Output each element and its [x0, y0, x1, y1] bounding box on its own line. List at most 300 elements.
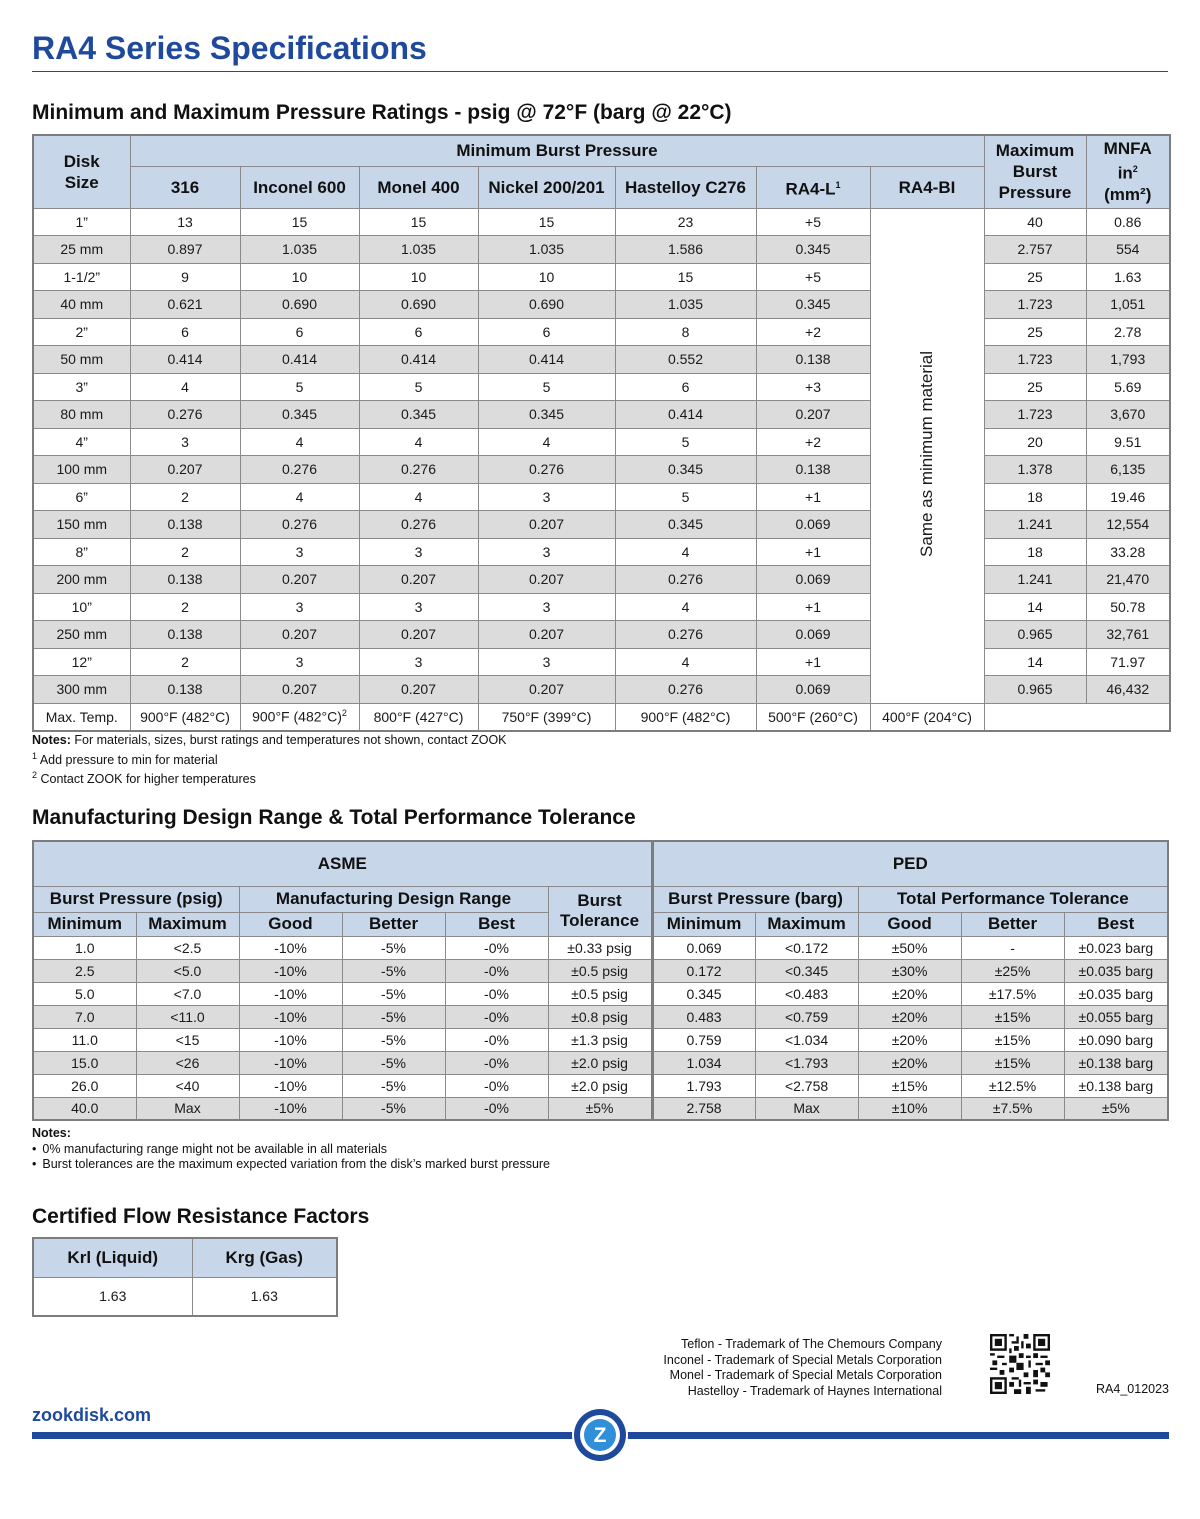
tolerance-cell: -0% [445, 1051, 548, 1074]
disk-size-cell: 10” [33, 593, 130, 621]
pressure-row [33, 483, 1170, 511]
mnfa-cell: 0.86 [1086, 208, 1170, 236]
burst-value-cell: 0.138 [130, 511, 240, 539]
tolerance-cell: 5.0 [33, 982, 136, 1005]
burst-value-cell: 15 [615, 263, 756, 291]
tolerance-section-title: Manufacturing Design Range & Total Performance Tolerance [32, 806, 636, 829]
burst-value-cell: 0.345 [240, 401, 359, 429]
disk-size-cell: 100 mm [33, 456, 130, 484]
disk-size-cell: 1” [33, 208, 130, 236]
tolerance-row [33, 982, 1168, 1005]
max-burst-cell: 1.723 [984, 346, 1086, 374]
burst-value-cell: 3 [359, 538, 478, 566]
burst-value-cell: 0.276 [615, 621, 756, 649]
tolerance-cell: 7.0 [33, 1005, 136, 1028]
header-material [756, 166, 870, 208]
burst-value-cell: 0.069 [756, 676, 870, 704]
tolerance-row [33, 1074, 1168, 1097]
tolerance-cell: Max [136, 1097, 239, 1120]
max-burst-cell: 40 [984, 208, 1086, 236]
burst-value-cell: 0.276 [240, 456, 359, 484]
tolerance-cell: ±15% [961, 1005, 1064, 1028]
note2-num: 2 [32, 770, 38, 781]
max-burst-cell: 0.965 [984, 676, 1086, 704]
tolerance-cell: -5% [342, 959, 445, 982]
tolerance-cell: -0% [445, 936, 548, 959]
logo-letter: Z [593, 1424, 607, 1447]
notes-label: Notes: [32, 1126, 71, 1140]
burst-value-cell: 4 [359, 483, 478, 511]
krg-header: Krg (Gas) [192, 1238, 337, 1277]
burst-value-cell: 15 [359, 208, 478, 236]
burst-value-cell: 0.138 [130, 676, 240, 704]
burst-value-cell: 0.207 [478, 511, 615, 539]
tolerance-cell: ±2.0 psig [548, 1051, 652, 1074]
max-burst-cell: 2.757 [984, 236, 1086, 264]
burst-value-cell: 0.414 [130, 346, 240, 374]
tolerance-cell: 0.345 [652, 982, 755, 1005]
burst-value-cell: 10 [478, 263, 615, 291]
mnfa-cell: 50.78 [1086, 593, 1170, 621]
tolerance-cell: -10% [239, 1028, 342, 1051]
burst-tolerance-header: Burst Tolerance [548, 886, 652, 936]
mnfa-cell: 32,761 [1086, 621, 1170, 649]
mnfa-cell: 554 [1086, 236, 1170, 264]
tolerance-cell: ±0.138 barg [1064, 1074, 1168, 1097]
burst-value-cell: +1 [756, 648, 870, 676]
burst-value-cell: 0.345 [359, 401, 478, 429]
max-temp-value: 800°F (427°C) [373, 708, 464, 725]
header-material: Nickel 200/201 [478, 166, 615, 208]
tolerance-cell: -5% [342, 1074, 445, 1097]
pressure-ratings-table [32, 134, 1171, 732]
max-burst-cell: 1.241 [984, 566, 1086, 594]
tolerance-cell: ±2.0 psig [548, 1074, 652, 1097]
burst-value-cell: 3 [478, 648, 615, 676]
burst-value-cell: 2 [130, 593, 240, 621]
burst-value-cell: 0.897 [130, 236, 240, 264]
max-temp-value: 900°F (482°C) [640, 708, 731, 725]
pressure-section-title: Minimum and Maximum Pressure Ratings - psig @ 72°F (barg @ 22°C) [32, 101, 732, 124]
tolerance-row [33, 1005, 1168, 1028]
tolerance-cell: ±0.035 barg [1064, 982, 1168, 1005]
flow-resistance-table [32, 1237, 338, 1317]
tolerance-cell: ±15% [858, 1074, 961, 1097]
burst-value-cell: 0.345 [478, 401, 615, 429]
tolerance-cell: <0.172 [755, 936, 858, 959]
tolerance-cell: -0% [445, 1005, 548, 1028]
flow-section-title: Certified Flow Resistance Factors [32, 1205, 370, 1228]
krl-value: 1.63 [33, 1277, 192, 1316]
mnfa-cell: 21,470 [1086, 566, 1170, 594]
tolerance-cell: 11.0 [33, 1028, 136, 1051]
burst-value-cell: 3 [478, 538, 615, 566]
tolerance-cell: ±5% [548, 1097, 652, 1120]
sub-header: Better [342, 912, 445, 936]
burst-value-cell: 1.586 [615, 236, 756, 264]
max-temp-cell [240, 703, 359, 731]
ped-header: PED [652, 841, 1168, 886]
max-burst-cell: 25 [984, 263, 1086, 291]
max-temp-cell [615, 703, 756, 731]
burst-value-cell: 4 [240, 428, 359, 456]
burst-value-cell: 0.345 [756, 291, 870, 319]
burst-value-cell: 0.690 [478, 291, 615, 319]
tolerance-cell: Max [755, 1097, 858, 1120]
pressure-row [33, 456, 1170, 484]
burst-barg-header: Burst Pressure (barg) [652, 886, 858, 912]
header-disk-size: Disk Size [33, 135, 130, 208]
disk-size-cell: 3” [33, 373, 130, 401]
sub-header: Maximum [136, 912, 239, 936]
tolerance-cell: ±0.5 psig [548, 959, 652, 982]
max-burst-cell: 14 [984, 648, 1086, 676]
mnfa-unit-sup: 2 [1132, 164, 1138, 175]
burst-value-cell: 0.207 [756, 401, 870, 429]
burst-value-cell: 4 [478, 428, 615, 456]
tolerance-cell: ±15% [961, 1051, 1064, 1074]
website-link[interactable]: zookdisk.com [32, 1405, 152, 1425]
max-burst-cell: 14 [984, 593, 1086, 621]
tolerance-cell: <0.483 [755, 982, 858, 1005]
tolerance-cell: 2.758 [652, 1097, 755, 1120]
document-code: RA4_012023 [1096, 1382, 1169, 1396]
qr-code-icon[interactable] [990, 1334, 1050, 1394]
burst-value-cell: 6 [478, 318, 615, 346]
tolerance-cell: - [961, 936, 1064, 959]
total-perf-header: Total Performance Tolerance [858, 886, 1168, 912]
max-temp-cell [478, 703, 615, 731]
header-material: RA4-BI [870, 166, 984, 208]
mnfa-cell: 1,793 [1086, 346, 1170, 374]
burst-value-cell: 3 [240, 538, 359, 566]
burst-value-cell: 6 [615, 373, 756, 401]
trademark-line: Hastelloy - Trademark of Haynes International [687, 1383, 942, 1398]
tolerance-cell: <15 [136, 1028, 239, 1051]
burst-value-cell: 3 [478, 593, 615, 621]
tolerance-cell: -0% [445, 1097, 548, 1120]
burst-value-cell: 6 [359, 318, 478, 346]
tolerance-cell: -0% [445, 1074, 548, 1097]
tolerance-cell: ±10% [858, 1097, 961, 1120]
burst-value-cell: 0.207 [359, 676, 478, 704]
tolerance-cell: ±0.138 barg [1064, 1051, 1168, 1074]
tolerance-cell: 26.0 [33, 1074, 136, 1097]
sub-header: Better [961, 912, 1064, 936]
tolerance-cell: ±0.090 barg [1064, 1028, 1168, 1051]
pressure-row [33, 373, 1170, 401]
tolerance-cell: ±20% [858, 1028, 961, 1051]
tolerance-cell: -10% [239, 1005, 342, 1028]
mnfa-label: MNFA [1103, 139, 1152, 159]
burst-value-cell: 15 [478, 208, 615, 236]
disk-size-cell: 200 mm [33, 566, 130, 594]
disk-size-cell: 250 mm [33, 621, 130, 649]
burst-value-cell: 13 [130, 208, 240, 236]
pressure-notes [32, 733, 507, 788]
pressure-row [33, 208, 1170, 236]
max-temp-value: 400°F (204°C) [882, 708, 972, 725]
max-burst-cell: 0.965 [984, 621, 1086, 649]
burst-value-cell: 10 [359, 263, 478, 291]
tolerance-cell: <1.034 [755, 1028, 858, 1051]
header-material: Monel 400 [359, 166, 478, 208]
burst-value-cell: 0.207 [478, 676, 615, 704]
tolerance-cell: 0.069 [652, 936, 755, 959]
tolerance-cell: 15.0 [33, 1051, 136, 1074]
burst-value-cell: 0.552 [615, 346, 756, 374]
asme-header: ASME [33, 841, 652, 886]
tolerance-table [32, 840, 1169, 1121]
burst-psig-header: Burst Pressure (psig) [33, 886, 239, 912]
mnfa-cell: 1,051 [1086, 291, 1170, 319]
max-burst-cell: 18 [984, 538, 1086, 566]
mnfa-cell: 1.63 [1086, 263, 1170, 291]
header-mnfa [1086, 135, 1170, 208]
burst-value-cell: 0.207 [240, 676, 359, 704]
burst-value-cell: 9 [130, 263, 240, 291]
max-burst-cell: 25 [984, 318, 1086, 346]
tolerance-cell: -5% [342, 1005, 445, 1028]
tolerance-cell: -10% [239, 982, 342, 1005]
tolerance-cell: 2.5 [33, 959, 136, 982]
sub-header: Minimum [652, 912, 755, 936]
burst-value-cell: 0.069 [756, 511, 870, 539]
burst-value-cell: 4 [240, 483, 359, 511]
pressure-row [33, 428, 1170, 456]
burst-value-cell: 0.414 [240, 346, 359, 374]
burst-value-cell: 8 [615, 318, 756, 346]
max-temp-value: 900°F (482°C) [252, 708, 342, 725]
burst-value-cell: 3 [359, 648, 478, 676]
burst-value-cell: 10 [240, 263, 359, 291]
burst-value-cell: 0.414 [615, 401, 756, 429]
tolerance-cell: ±50% [858, 936, 961, 959]
burst-value-cell: +5 [756, 263, 870, 291]
pressure-row [33, 401, 1170, 429]
max-burst-cell: 1.723 [984, 291, 1086, 319]
pressure-row [33, 511, 1170, 539]
pressure-row [33, 236, 1170, 264]
ra4l-sup: 1 [835, 179, 841, 190]
burst-value-cell: 6 [130, 318, 240, 346]
max-temp-value: 500°F (260°C) [768, 708, 858, 725]
pressure-row [33, 263, 1170, 291]
max-temp-label: Max. Temp. [33, 703, 130, 731]
burst-value-cell: 0.276 [359, 511, 478, 539]
burst-value-cell: 0.207 [240, 621, 359, 649]
mnfa-cell: 9.51 [1086, 428, 1170, 456]
max-temp-cell [130, 703, 240, 731]
burst-value-cell: 4 [615, 593, 756, 621]
tolerance-cell: ±0.035 barg [1064, 959, 1168, 982]
burst-value-cell: 0.276 [478, 456, 615, 484]
tolerance-cell: ±30% [858, 959, 961, 982]
tolerance-row [33, 936, 1168, 959]
burst-value-cell: 0.207 [478, 621, 615, 649]
tolerance-cell: -10% [239, 936, 342, 959]
burst-value-cell: +2 [756, 428, 870, 456]
burst-value-cell: +5 [756, 208, 870, 236]
tolerance-cell: <7.0 [136, 982, 239, 1005]
page-title: RA4 Series Specifications [32, 30, 427, 66]
burst-value-cell: 0.690 [240, 291, 359, 319]
burst-value-cell: 0.207 [240, 566, 359, 594]
mnfa-cell: 6,135 [1086, 456, 1170, 484]
tolerance-cell: ±20% [858, 982, 961, 1005]
tolerance-row [33, 1051, 1168, 1074]
pressure-row [33, 676, 1170, 704]
max-burst-cell: 1.723 [984, 401, 1086, 429]
tolerance-row [33, 959, 1168, 982]
max-burst-cell: 1.241 [984, 511, 1086, 539]
max-burst-cell: 20 [984, 428, 1086, 456]
max-temp-cell [870, 703, 984, 731]
tolerance-cell: 0.483 [652, 1005, 755, 1028]
tolerance-cell: <2.758 [755, 1074, 858, 1097]
burst-value-cell: 5 [615, 428, 756, 456]
pressure-row [33, 291, 1170, 319]
tolerance-cell: 40.0 [33, 1097, 136, 1120]
tolerance-cell: -5% [342, 1097, 445, 1120]
burst-value-cell: +1 [756, 483, 870, 511]
note1-num: 1 [32, 750, 38, 761]
burst-value-cell: 0.414 [478, 346, 615, 374]
burst-value-cell: 6 [240, 318, 359, 346]
tolerance-notes [32, 1126, 550, 1173]
tolerance-cell: <5.0 [136, 959, 239, 982]
mnfa-cell: 5.69 [1086, 373, 1170, 401]
max-temp-value: 750°F (399°C) [501, 708, 592, 725]
burst-value-cell: 5 [240, 373, 359, 401]
max-temp-sup: 2 [341, 708, 347, 719]
pressure-row [33, 621, 1170, 649]
disk-size-cell: 2” [33, 318, 130, 346]
sub-header: Best [1064, 912, 1168, 936]
ra4-bi-note: Same as minimum material [917, 351, 936, 557]
max-burst-cell: 1.378 [984, 456, 1086, 484]
tolerance-cell: ±0.8 psig [548, 1005, 652, 1028]
tolerance-cell: -0% [445, 1028, 548, 1051]
burst-value-cell: 0.138 [756, 346, 870, 374]
tolerance-cell: ±0.33 psig [548, 936, 652, 959]
burst-value-cell: 4 [130, 373, 240, 401]
note-1: Add pressure to min for material [39, 752, 218, 767]
sub-header: Minimum [33, 912, 136, 936]
burst-value-cell: 0.207 [359, 566, 478, 594]
mnfa-cell: 46,432 [1086, 676, 1170, 704]
pressure-row [33, 538, 1170, 566]
trademark-line: Inconel - Trademark of Special Metals Corporation [663, 1352, 942, 1367]
burst-value-cell: 0.207 [359, 621, 478, 649]
max-burst-cell: 25 [984, 373, 1086, 401]
burst-value-cell: 2 [130, 483, 240, 511]
mnfa-cell: 3,670 [1086, 401, 1170, 429]
header-material: 316 [130, 166, 240, 208]
sub-header: Good [239, 912, 342, 936]
krl-header: Krl (Liquid) [33, 1238, 192, 1277]
tolerance-cell: <26 [136, 1051, 239, 1074]
note-bullet: • Burst tolerances are the maximum expected variation from the disk’s marked burst pressure [32, 1157, 550, 1173]
mnfa-cell: 19.46 [1086, 483, 1170, 511]
tolerance-cell: ±17.5% [961, 982, 1064, 1005]
burst-value-cell: 0.276 [615, 566, 756, 594]
sub-header: Good [858, 912, 961, 936]
disk-size-cell: 80 mm [33, 401, 130, 429]
disk-size-cell: 6” [33, 483, 130, 511]
mnfa-cell: 12,554 [1086, 511, 1170, 539]
tolerance-cell: -0% [445, 982, 548, 1005]
max-temp-row [33, 703, 1170, 731]
burst-value-cell: 23 [615, 208, 756, 236]
max-temp-empty [984, 703, 1170, 731]
pressure-row [33, 566, 1170, 594]
max-temp-value: 900°F (482°C) [140, 708, 230, 725]
tolerance-cell: ±0.023 barg [1064, 936, 1168, 959]
burst-value-cell: +3 [756, 373, 870, 401]
burst-value-cell: 0.138 [130, 566, 240, 594]
title-divider [32, 71, 1168, 72]
ra4l-label: RA4-L [785, 179, 836, 199]
burst-value-cell: 3 [359, 593, 478, 621]
header-material: Hastelloy C276 [615, 166, 756, 208]
tolerance-cell: <0.345 [755, 959, 858, 982]
burst-value-cell: 0.276 [615, 676, 756, 704]
disk-size-cell: 8” [33, 538, 130, 566]
note-main: For materials, sizes, burst ratings and temperatures not shown, contact ZOOK [74, 733, 507, 747]
tolerance-cell: ±12.5% [961, 1074, 1064, 1097]
tolerance-row [33, 1028, 1168, 1051]
mfg-range-header: Manufacturing Design Range [239, 886, 548, 912]
burst-value-cell: 2 [130, 538, 240, 566]
tolerance-cell: -10% [239, 1097, 342, 1120]
disk-size-cell: 12” [33, 648, 130, 676]
burst-value-cell: 3 [240, 593, 359, 621]
tolerance-row [33, 1097, 1168, 1120]
burst-value-cell: 0.207 [478, 566, 615, 594]
tolerance-cell: <0.759 [755, 1005, 858, 1028]
burst-value-cell: 3 [478, 483, 615, 511]
burst-value-cell: 0.690 [359, 291, 478, 319]
burst-value-cell: 0.414 [359, 346, 478, 374]
tolerance-cell: -10% [239, 1051, 342, 1074]
ra4-bi-cell [870, 208, 984, 703]
tolerance-cell: -5% [342, 982, 445, 1005]
tolerance-cell: -0% [445, 959, 548, 982]
trademark-line: Monel - Trademark of Special Metals Corporation [669, 1368, 942, 1382]
disk-size-cell: 40 mm [33, 291, 130, 319]
burst-value-cell: 1.035 [615, 291, 756, 319]
note-bullet: • 0% manufacturing range might not be available in all materials [32, 1142, 550, 1158]
burst-value-cell: 5 [359, 373, 478, 401]
tolerance-cell: ±15% [961, 1028, 1064, 1051]
burst-value-cell: 1.035 [240, 236, 359, 264]
burst-value-cell: 3 [240, 648, 359, 676]
tolerance-cell: ±20% [858, 1051, 961, 1074]
tolerance-cell: -10% [239, 1074, 342, 1097]
mnfa-cell: 2.78 [1086, 318, 1170, 346]
burst-value-cell: 0.207 [130, 456, 240, 484]
burst-value-cell: 5 [478, 373, 615, 401]
burst-value-cell: 1.035 [359, 236, 478, 264]
burst-value-cell: 4 [615, 538, 756, 566]
burst-value-cell: 15 [240, 208, 359, 236]
tolerance-cell: <11.0 [136, 1005, 239, 1028]
zook-logo-icon [571, 1406, 629, 1464]
tolerance-cell: 1.034 [652, 1051, 755, 1074]
tolerance-cell: 0.759 [652, 1028, 755, 1051]
sub-header: Best [445, 912, 548, 936]
